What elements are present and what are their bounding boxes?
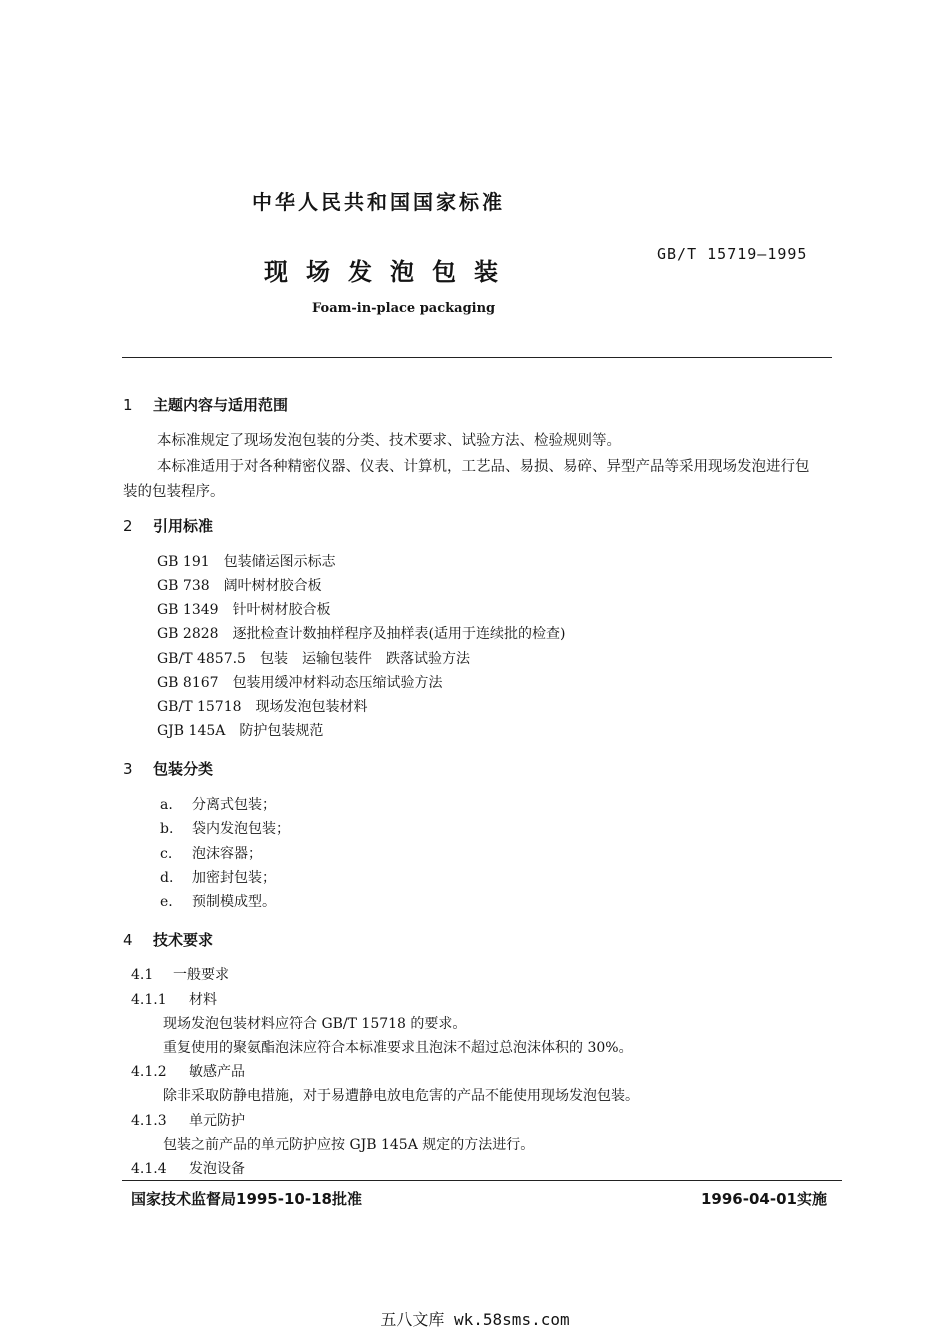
subsection-4-1-2	[131, 1061, 245, 1081]
unit-protection-paragraph: 包装之前产品的单元防护应按 GJB 145A 规定的方法进行。	[163, 1137, 535, 1153]
scope-paragraph-2-line-1: 本标准适用于对各种精密仪器、仪表、计算机，工艺品、易损、易碎、异型产品等采用现场发泡进行包	[157, 459, 810, 475]
reference-code: GB 2828	[157, 626, 219, 642]
reference-title: 包装用缓冲材料动态压缩试验方法	[232, 675, 443, 691]
classification-item	[160, 867, 276, 887]
materials-paragraph-2: 重复使用的聚氨酯泡沫应符合本标准要求且泡沫不超过总泡沫体积的 30%。	[163, 1040, 633, 1056]
item-marker: b.	[160, 821, 174, 837]
item-marker: d.	[160, 870, 174, 886]
materials-paragraph-1: 现场发泡包装材料应符合 GB/T 15718 的要求。	[163, 1016, 467, 1032]
subsection-4-1-3	[131, 1110, 245, 1130]
section-title: 包装分类	[153, 760, 214, 778]
item-text: 袋内发泡包装；	[192, 821, 290, 837]
section-number: 2	[123, 517, 133, 535]
reference-item	[157, 696, 368, 716]
reference-title: 包装 运输包装件 跌落试验方法	[259, 651, 470, 667]
reference-item	[157, 720, 323, 740]
sensitive-products-paragraph: 除非采取防静电措施，对于易遭静电放电危害的产品不能使用现场发泡包装。	[163, 1088, 639, 1104]
reference-code: GB 738	[157, 578, 210, 594]
reference-title: 防护包装规范	[239, 723, 324, 739]
reference-code: GB/T 15718	[157, 699, 242, 715]
reference-code: GB 8167	[157, 675, 219, 691]
reference-item	[157, 623, 566, 643]
subsection-number: 4.1.4	[131, 1161, 167, 1177]
reference-item	[157, 599, 331, 619]
item-marker: a.	[160, 797, 173, 813]
reference-item	[157, 672, 443, 692]
reference-code: GB 191	[157, 554, 210, 570]
site-watermark: 五八文库 wk.58sms.com	[380, 1310, 570, 1329]
reference-code: GB 1349	[157, 602, 219, 618]
subsection-number: 4.1.1	[131, 992, 167, 1008]
subsection-4-1	[131, 964, 229, 984]
section-number: 3	[123, 760, 133, 778]
section-heading-2	[123, 515, 213, 536]
reference-item	[157, 575, 322, 595]
section-number: 4	[123, 931, 133, 949]
item-text: 预制模成型。	[192, 894, 276, 910]
reference-title: 针叶树材胶合板	[232, 602, 331, 618]
item-text: 分离式包装；	[192, 797, 276, 813]
effective-date: 1996-04-01实施	[701, 1190, 827, 1208]
document-subtitle: Foam-in-place packaging	[312, 301, 496, 316]
section-heading-1	[123, 394, 288, 415]
reference-item	[157, 551, 336, 571]
reference-code: GB/T 4857.5	[157, 651, 246, 667]
reference-item	[157, 648, 470, 668]
reference-title: 现场发泡包装材料	[255, 699, 368, 715]
standard-code: GB/T 15719—1995	[657, 245, 808, 263]
scope-paragraph-1: 本标准规定了现场发泡包装的分类、技术要求、试验方法、检验规则等。	[157, 433, 621, 449]
item-marker: e.	[160, 894, 173, 910]
reference-code: GJB 145A	[157, 723, 226, 739]
classification-item	[160, 891, 276, 911]
section-number: 1	[123, 396, 133, 414]
standard-type-heading: 中华人民共和国国家标准	[252, 190, 505, 214]
header-divider	[122, 357, 832, 358]
document-title: 现场发泡包装	[264, 258, 516, 286]
subsection-number: 4.1.3	[131, 1113, 167, 1129]
section-heading-3	[123, 758, 213, 779]
section-title: 主题内容与适用范围	[153, 396, 289, 414]
footer-divider	[122, 1180, 842, 1181]
classification-item	[160, 818, 290, 838]
subsection-title: 发泡设备	[189, 1161, 245, 1177]
subsection-4-1-4	[131, 1158, 245, 1178]
item-text: 加密封包装；	[192, 870, 276, 886]
subsection-title: 敏感产品	[189, 1064, 245, 1080]
subsection-title: 单元防护	[189, 1113, 245, 1129]
scope-paragraph-2-line-2: 装的包装程序。	[123, 484, 225, 500]
item-text: 泡沫容器；	[192, 846, 262, 862]
approval-statement: 国家技术监督局1995-10-18批准	[131, 1190, 362, 1208]
subsection-title: 材料	[189, 992, 217, 1008]
classification-item	[160, 843, 262, 863]
subsection-number: 4.1	[131, 967, 154, 983]
subsection-4-1-1	[131, 989, 217, 1009]
section-title: 技术要求	[153, 931, 214, 949]
section-title: 引用标准	[153, 517, 214, 535]
subsection-title: 一般要求	[173, 967, 229, 983]
reference-title: 包装储运图示标志	[223, 554, 336, 570]
section-heading-4	[123, 929, 213, 950]
item-marker: c.	[160, 846, 173, 862]
subsection-number: 4.1.2	[131, 1064, 167, 1080]
classification-item	[160, 794, 276, 814]
reference-title: 阔叶树材胶合板	[223, 578, 322, 594]
reference-title: 逐批检查计数抽样程序及抽样表(适用于连续批的检查)	[232, 626, 566, 642]
